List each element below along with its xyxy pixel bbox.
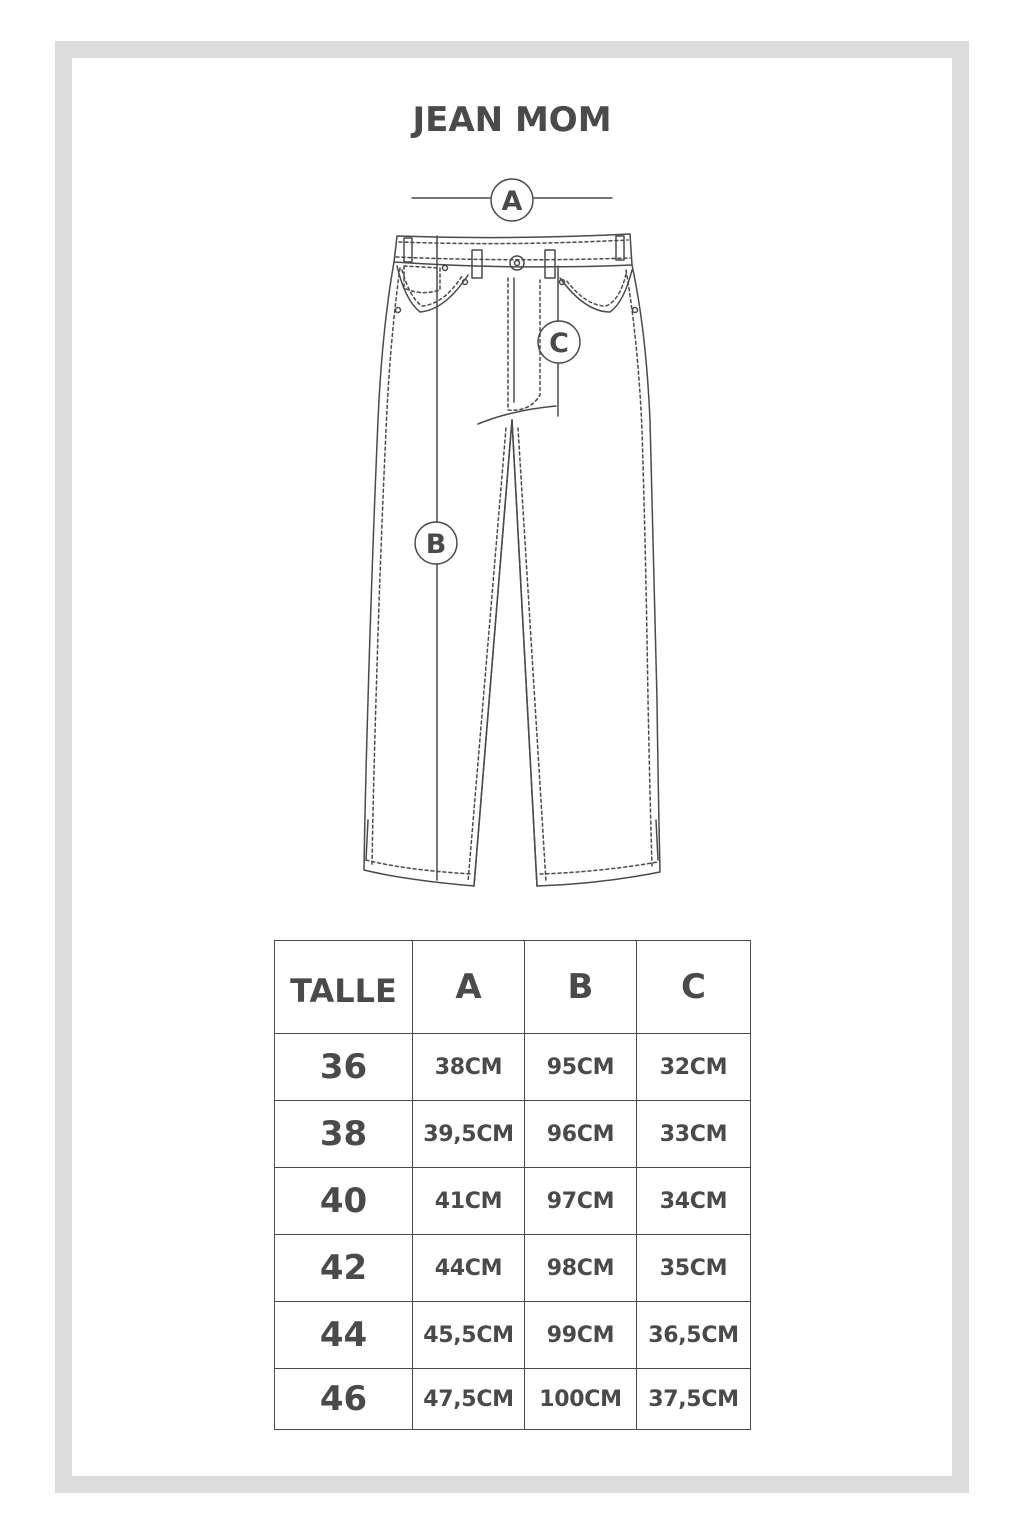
value-c-cell: 37,5CM <box>637 1369 751 1430</box>
value-c-cell: 32CM <box>637 1034 751 1101</box>
marker-a-label: A <box>501 186 523 217</box>
header-a: A <box>413 941 525 1034</box>
value-a-cell: 44CM <box>413 1235 525 1302</box>
value-c-cell: 36,5CM <box>637 1302 751 1369</box>
size-cell: 38 <box>275 1101 413 1168</box>
value-b-cell: 96CM <box>525 1101 637 1168</box>
value-a-cell: 41CM <box>413 1168 525 1235</box>
header-b: B <box>525 941 637 1034</box>
size-cell: 40 <box>275 1168 413 1235</box>
belt-loop-right <box>545 250 555 278</box>
value-a-cell: 38CM <box>413 1034 525 1101</box>
value-b-cell: 97CM <box>525 1168 637 1235</box>
table-row <box>275 1235 751 1302</box>
fly <box>508 278 540 410</box>
waistband <box>394 234 632 267</box>
value-a-cell: 45,5CM <box>413 1302 525 1369</box>
marker-b-label: B <box>425 529 447 560</box>
value-b-cell: 100CM <box>525 1369 637 1430</box>
table-row <box>275 1034 751 1101</box>
value-c-cell: 35CM <box>637 1235 751 1302</box>
header-talle: TALLE <box>275 941 413 1034</box>
marker-c-label: C <box>549 328 569 359</box>
value-a-cell: 39,5CM <box>413 1101 525 1168</box>
value-b-cell: 98CM <box>525 1235 637 1302</box>
value-c-cell: 34CM <box>637 1168 751 1235</box>
waistband-stitch <box>399 240 628 244</box>
size-table <box>274 940 751 1430</box>
table-row <box>275 1101 751 1168</box>
size-cell: 44 <box>275 1302 413 1369</box>
value-b-cell: 99CM <box>525 1302 637 1369</box>
belt-loop-left <box>472 250 482 278</box>
size-cell: 42 <box>275 1235 413 1302</box>
header-c: C <box>637 941 751 1034</box>
table-header-row <box>275 941 751 1034</box>
size-cell: 36 <box>275 1034 413 1101</box>
jeans-outline <box>364 262 660 886</box>
table-row <box>275 1369 751 1430</box>
value-a-cell: 47,5CM <box>413 1369 525 1430</box>
table-row <box>275 1168 751 1235</box>
button-icon <box>510 256 524 270</box>
pocket-right <box>560 270 632 312</box>
size-cell: 46 <box>275 1369 413 1430</box>
page-title: JEAN MOM <box>412 100 612 140</box>
table-row <box>275 1302 751 1369</box>
value-c-cell: 33CM <box>637 1101 751 1168</box>
value-b-cell: 95CM <box>525 1034 637 1101</box>
